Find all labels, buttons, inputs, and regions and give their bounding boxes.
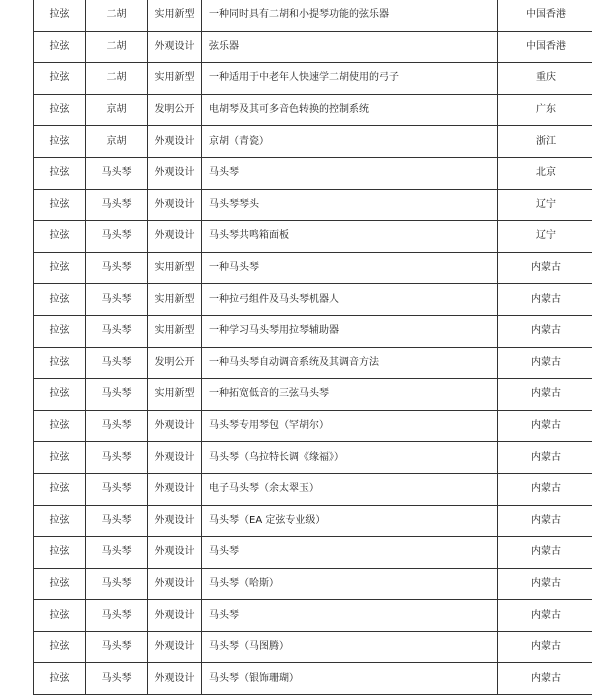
patent-type-cell: 外观设计 — [148, 442, 202, 474]
instrument-cell: 马头琴 — [86, 537, 148, 569]
patent-name-cell: 马头琴共鸣箱面板 — [202, 221, 498, 253]
region-cell: 内蒙古 — [498, 505, 592, 537]
category-cell: 拉弦 — [34, 94, 86, 126]
table-row — [34, 315, 592, 347]
table-row — [34, 126, 592, 158]
patent-type-cell: 实用新型 — [148, 284, 202, 316]
patent-type-cell: 外观设计 — [148, 157, 202, 189]
patent-type-cell: 外观设计 — [148, 537, 202, 569]
region-cell: 内蒙古 — [498, 379, 592, 411]
region-cell: 内蒙古 — [498, 600, 592, 632]
category-cell: 拉弦 — [34, 315, 86, 347]
instrument-cell: 马头琴 — [86, 568, 148, 600]
patent-type-cell: 外观设计 — [148, 600, 202, 632]
region-cell: 内蒙古 — [498, 631, 592, 663]
patent-type-cell: 发明公开 — [148, 347, 202, 379]
category-cell: 拉弦 — [34, 221, 86, 253]
table-row — [34, 31, 592, 63]
region-cell: 内蒙古 — [498, 568, 592, 600]
category-cell: 拉弦 — [34, 157, 86, 189]
category-cell: 拉弦 — [34, 126, 86, 158]
patent-name-cell: 马头琴（哈斯） — [202, 568, 498, 600]
patent-type-cell: 实用新型 — [148, 315, 202, 347]
patent-name-cell: 一种适用于中老年人快速学二胡使用的弓子 — [202, 63, 498, 95]
patent-name-cell: 马头琴（银饰珊瑚） — [202, 663, 498, 695]
instrument-cell: 马头琴 — [86, 379, 148, 411]
instrument-cell: 马头琴 — [86, 252, 148, 284]
patent-type-cell: 实用新型 — [148, 252, 202, 284]
category-cell: 拉弦 — [34, 252, 86, 284]
instrument-cell: 马头琴 — [86, 473, 148, 505]
region-cell: 内蒙古 — [498, 410, 592, 442]
table-row — [34, 631, 592, 663]
instrument-cell: 马头琴 — [86, 600, 148, 632]
instrument-cell: 马头琴 — [86, 189, 148, 221]
patent-name-cell: 马头琴 — [202, 600, 498, 632]
instrument-cell: 京胡 — [86, 94, 148, 126]
region-cell: 北京 — [498, 157, 592, 189]
category-cell: 拉弦 — [34, 600, 86, 632]
patent-type-cell: 外观设计 — [148, 568, 202, 600]
region-cell: 内蒙古 — [498, 284, 592, 316]
patent-name-cell: 一种拓宽低音的三弦马头琴 — [202, 379, 498, 411]
table-row — [34, 537, 592, 569]
region-cell: 内蒙古 — [498, 473, 592, 505]
instrument-cell: 马头琴 — [86, 442, 148, 474]
table-row — [34, 568, 592, 600]
table-row — [34, 221, 592, 253]
table-row — [34, 410, 592, 442]
instrument-cell: 马头琴 — [86, 410, 148, 442]
patent-type-cell: 外观设计 — [148, 221, 202, 253]
category-cell: 拉弦 — [34, 63, 86, 95]
instrument-cell: 二胡 — [86, 63, 148, 95]
table-row — [34, 347, 592, 379]
patent-name-cell: 一种拉弓组件及马头琴机器人 — [202, 284, 498, 316]
patent-name-cell: 一种学习马头琴用拉琴辅助器 — [202, 315, 498, 347]
region-cell: 中国香港 — [498, 0, 592, 31]
patent-type-cell: 外观设计 — [148, 631, 202, 663]
patent-type-cell: 外观设计 — [148, 189, 202, 221]
instrument-cell: 京胡 — [86, 126, 148, 158]
patent-type-cell: 外观设计 — [148, 31, 202, 63]
table-row — [34, 189, 592, 221]
category-cell: 拉弦 — [34, 568, 86, 600]
patent-name-cell: 一种马头琴自动调音系统及其调音方法 — [202, 347, 498, 379]
region-cell: 重庆 — [498, 63, 592, 95]
patent-table — [33, 0, 592, 695]
category-cell: 拉弦 — [34, 31, 86, 63]
table-row — [34, 252, 592, 284]
instrument-cell: 二胡 — [86, 31, 148, 63]
category-cell: 拉弦 — [34, 410, 86, 442]
category-cell: 拉弦 — [34, 537, 86, 569]
patent-type-cell: 外观设计 — [148, 505, 202, 537]
instrument-cell: 马头琴 — [86, 221, 148, 253]
instrument-cell: 马头琴 — [86, 284, 148, 316]
region-cell: 内蒙古 — [498, 663, 592, 695]
patent-type-cell: 外观设计 — [148, 663, 202, 695]
patent-name-cell: 一种同时具有二胡和小提琴功能的弦乐器 — [202, 0, 498, 31]
region-cell: 内蒙古 — [498, 252, 592, 284]
patent-type-cell: 实用新型 — [148, 379, 202, 411]
patent-name-cell: 马头琴（乌拉特长调《缘福》） — [202, 442, 498, 474]
table-row — [34, 284, 592, 316]
instrument-cell: 马头琴 — [86, 631, 148, 663]
category-cell: 拉弦 — [34, 347, 86, 379]
region-cell: 辽宁 — [498, 189, 592, 221]
patent-name-cell: 马头琴琴头 — [202, 189, 498, 221]
patent-type-cell: 外观设计 — [148, 126, 202, 158]
table-row — [34, 663, 592, 695]
table-row — [34, 442, 592, 474]
category-cell: 拉弦 — [34, 284, 86, 316]
region-cell: 浙江 — [498, 126, 592, 158]
category-cell: 拉弦 — [34, 0, 86, 31]
table-row — [34, 505, 592, 537]
table-row — [34, 94, 592, 126]
table-row — [34, 157, 592, 189]
table-row — [34, 63, 592, 95]
patent-name-cell: 马头琴 — [202, 157, 498, 189]
patent-name-cell: 马头琴 — [202, 537, 498, 569]
table-row — [34, 600, 592, 632]
table-row — [34, 473, 592, 505]
instrument-cell: 马头琴 — [86, 157, 148, 189]
region-cell: 内蒙古 — [498, 347, 592, 379]
patent-name-cell: 弦乐器 — [202, 31, 498, 63]
category-cell: 拉弦 — [34, 442, 86, 474]
patent-type-cell: 外观设计 — [148, 473, 202, 505]
instrument-cell: 马头琴 — [86, 347, 148, 379]
region-cell: 广东 — [498, 94, 592, 126]
patent-type-cell: 发明公开 — [148, 94, 202, 126]
region-cell: 中国香港 — [498, 31, 592, 63]
instrument-cell: 二胡 — [86, 0, 148, 31]
category-cell: 拉弦 — [34, 189, 86, 221]
instrument-cell: 马头琴 — [86, 505, 148, 537]
region-cell: 内蒙古 — [498, 315, 592, 347]
category-cell: 拉弦 — [34, 473, 86, 505]
region-cell: 辽宁 — [498, 221, 592, 253]
patent-table-body — [34, 0, 592, 695]
patent-name-cell: 电胡琴及其可多音色转换的控制系统 — [202, 94, 498, 126]
patent-name-cell: 一种马头琴 — [202, 252, 498, 284]
patent-name-cell: 京胡（青瓷） — [202, 126, 498, 158]
region-cell: 内蒙古 — [498, 442, 592, 474]
patent-name-cell: 电子马头琴（余太翠玉） — [202, 473, 498, 505]
patent-type-cell: 实用新型 — [148, 63, 202, 95]
patent-type-cell: 外观设计 — [148, 410, 202, 442]
category-cell: 拉弦 — [34, 505, 86, 537]
instrument-cell: 马头琴 — [86, 315, 148, 347]
table-row — [34, 379, 592, 411]
table-row — [34, 0, 592, 31]
patent-type-cell: 实用新型 — [148, 0, 202, 31]
category-cell: 拉弦 — [34, 663, 86, 695]
instrument-cell: 马头琴 — [86, 663, 148, 695]
category-cell: 拉弦 — [34, 631, 86, 663]
category-cell: 拉弦 — [34, 379, 86, 411]
region-cell: 内蒙古 — [498, 537, 592, 569]
patent-name-cell: 马头琴（马图腾） — [202, 631, 498, 663]
patent-name-cell: 马头琴专用琴包（罕胡尔） — [202, 410, 498, 442]
patent-name-cell: 马头琴（EA 定弦专业级） — [202, 505, 498, 537]
